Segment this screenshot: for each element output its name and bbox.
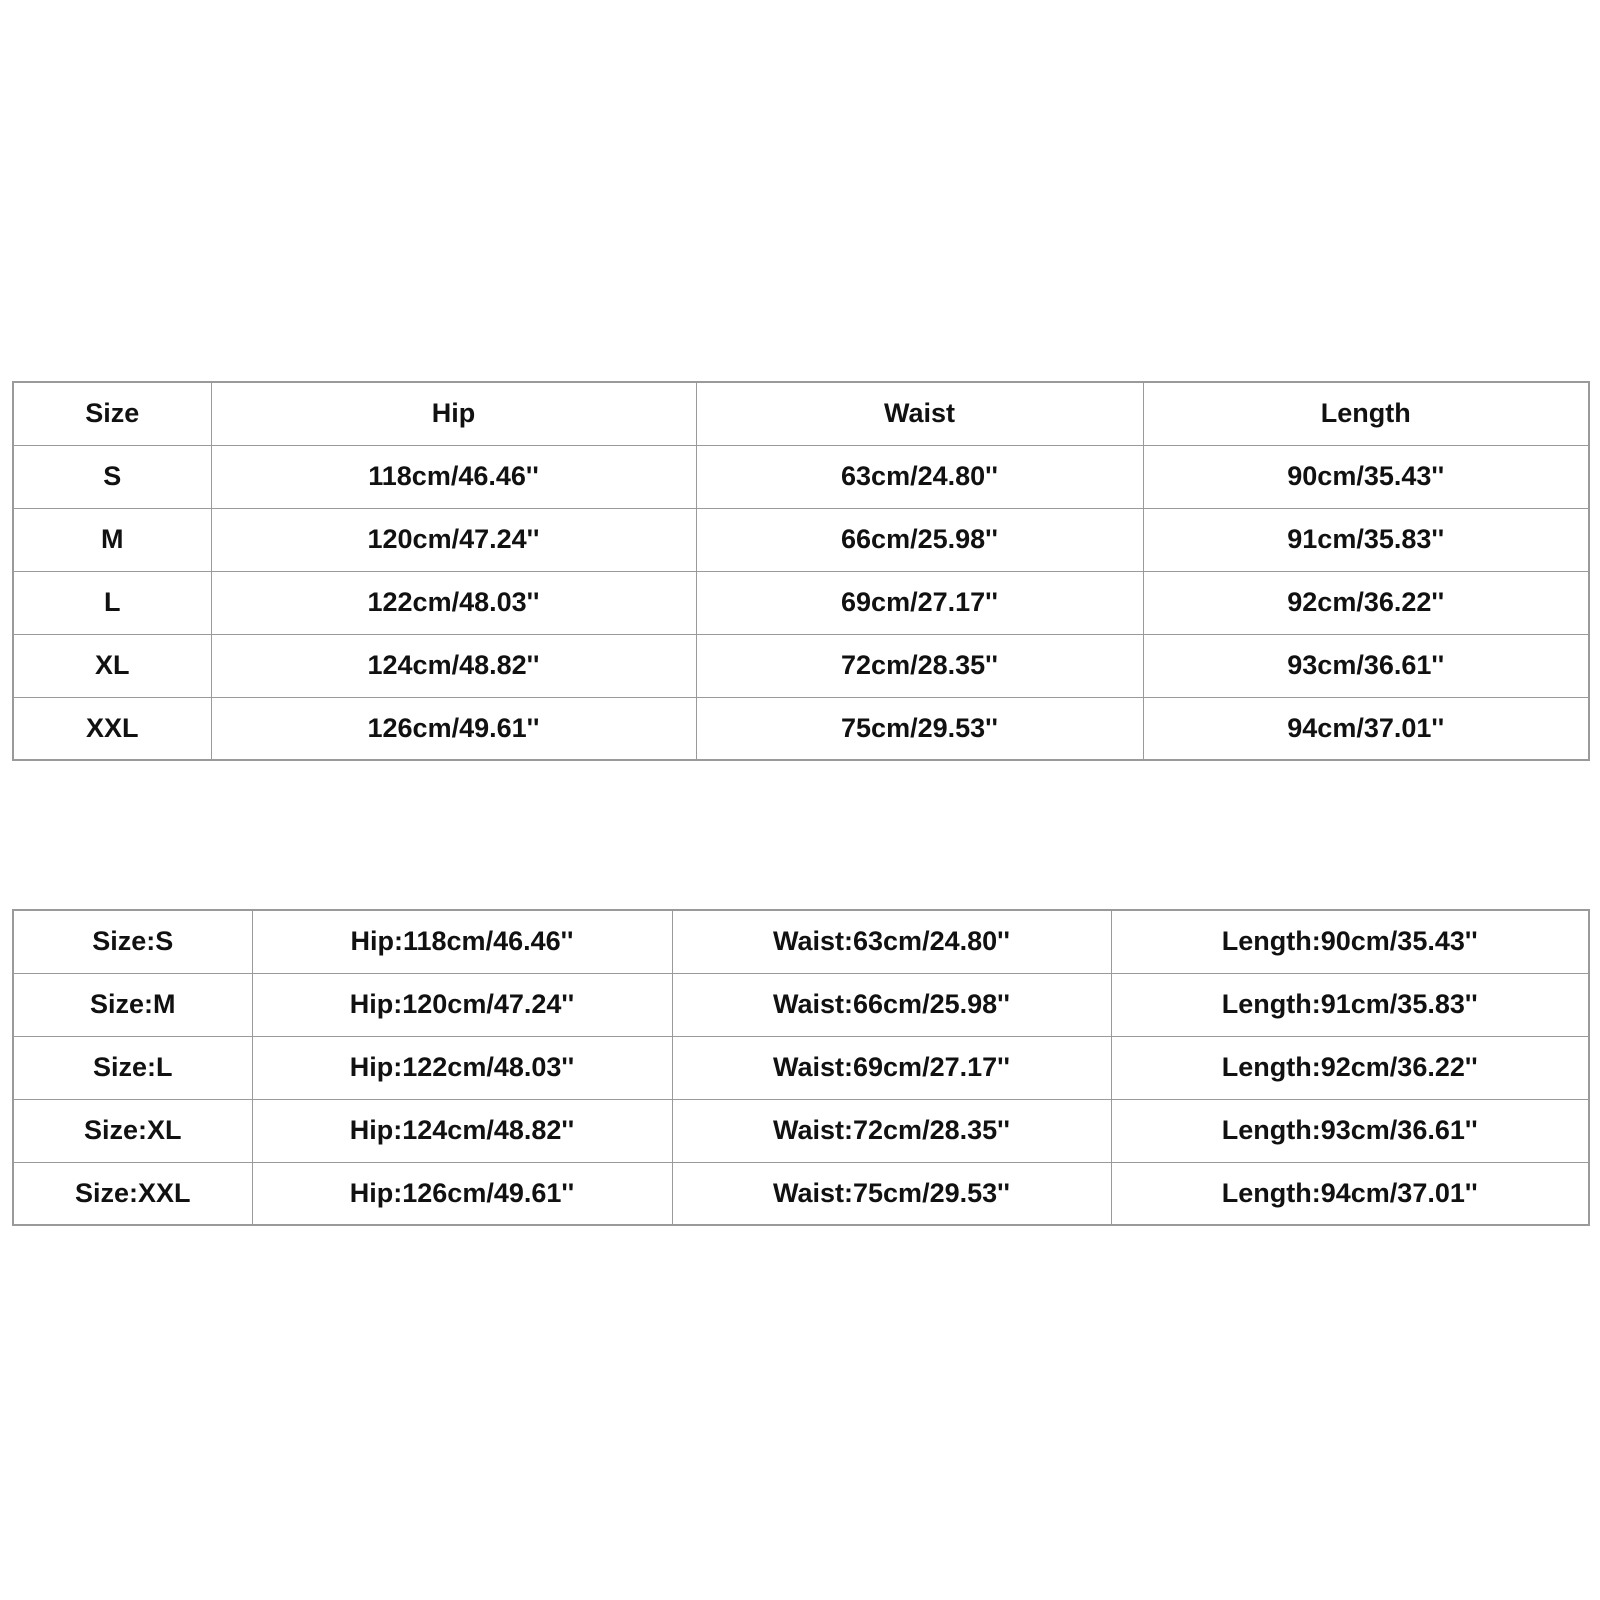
cell-hip: 122cm/48.03'' (211, 571, 696, 634)
cell-waist: Waist:75cm/29.53'' (672, 1162, 1111, 1225)
cell-size: Size:S (13, 910, 252, 973)
cell-hip: Hip:126cm/49.61'' (252, 1162, 672, 1225)
cell-size: S (13, 445, 211, 508)
cell-waist: 69cm/27.17'' (696, 571, 1143, 634)
cell-length: Length:90cm/35.43'' (1111, 910, 1589, 973)
cell-size: Size:XL (13, 1099, 252, 1162)
cell-waist: Waist:72cm/28.35'' (672, 1099, 1111, 1162)
cell-hip: Hip:120cm/47.24'' (252, 973, 672, 1036)
header-size: Size (13, 382, 211, 445)
cell-waist: 63cm/24.80'' (696, 445, 1143, 508)
header-length: Length (1143, 382, 1589, 445)
table-row (13, 1099, 1589, 1162)
cell-hip: 120cm/47.24'' (211, 508, 696, 571)
cell-size: Size:XXL (13, 1162, 252, 1225)
cell-hip: Hip:122cm/48.03'' (252, 1036, 672, 1099)
cell-size: Size:M (13, 973, 252, 1036)
cell-length: Length:91cm/35.83'' (1111, 973, 1589, 1036)
cell-waist: 72cm/28.35'' (696, 634, 1143, 697)
cell-size: Size:L (13, 1036, 252, 1099)
cell-hip: 118cm/46.46'' (211, 445, 696, 508)
table-row (13, 973, 1589, 1036)
cell-hip: Hip:124cm/48.82'' (252, 1099, 672, 1162)
cell-length: 93cm/36.61'' (1143, 634, 1589, 697)
cell-length: Length:92cm/36.22'' (1111, 1036, 1589, 1099)
table-row (13, 910, 1589, 973)
cell-length: 94cm/37.01'' (1143, 697, 1589, 760)
cell-waist: 75cm/29.53'' (696, 697, 1143, 760)
cell-length: Length:94cm/37.01'' (1111, 1162, 1589, 1225)
cell-length: 90cm/35.43'' (1143, 445, 1589, 508)
table-row (13, 508, 1589, 571)
header-hip: Hip (211, 382, 696, 445)
table-row (13, 1162, 1589, 1225)
cell-size: XXL (13, 697, 211, 760)
size-chart-table (12, 381, 1590, 761)
cell-hip: 124cm/48.82'' (211, 634, 696, 697)
cell-size: M (13, 508, 211, 571)
table-row (13, 445, 1589, 508)
cell-length: 91cm/35.83'' (1143, 508, 1589, 571)
cell-hip: Hip:118cm/46.46'' (252, 910, 672, 973)
cell-length: Length:93cm/36.61'' (1111, 1099, 1589, 1162)
table-row (13, 571, 1589, 634)
cell-length: 92cm/36.22'' (1143, 571, 1589, 634)
table-row (13, 697, 1589, 760)
table-header-row (13, 382, 1589, 445)
cell-hip: 126cm/49.61'' (211, 697, 696, 760)
table-row (13, 634, 1589, 697)
size-list-table (12, 909, 1590, 1226)
header-waist: Waist (696, 382, 1143, 445)
cell-waist: Waist:69cm/27.17'' (672, 1036, 1111, 1099)
table-row (13, 1036, 1589, 1099)
cell-size: XL (13, 634, 211, 697)
cell-waist: Waist:66cm/25.98'' (672, 973, 1111, 1036)
cell-waist: Waist:63cm/24.80'' (672, 910, 1111, 973)
cell-waist: 66cm/25.98'' (696, 508, 1143, 571)
cell-size: L (13, 571, 211, 634)
